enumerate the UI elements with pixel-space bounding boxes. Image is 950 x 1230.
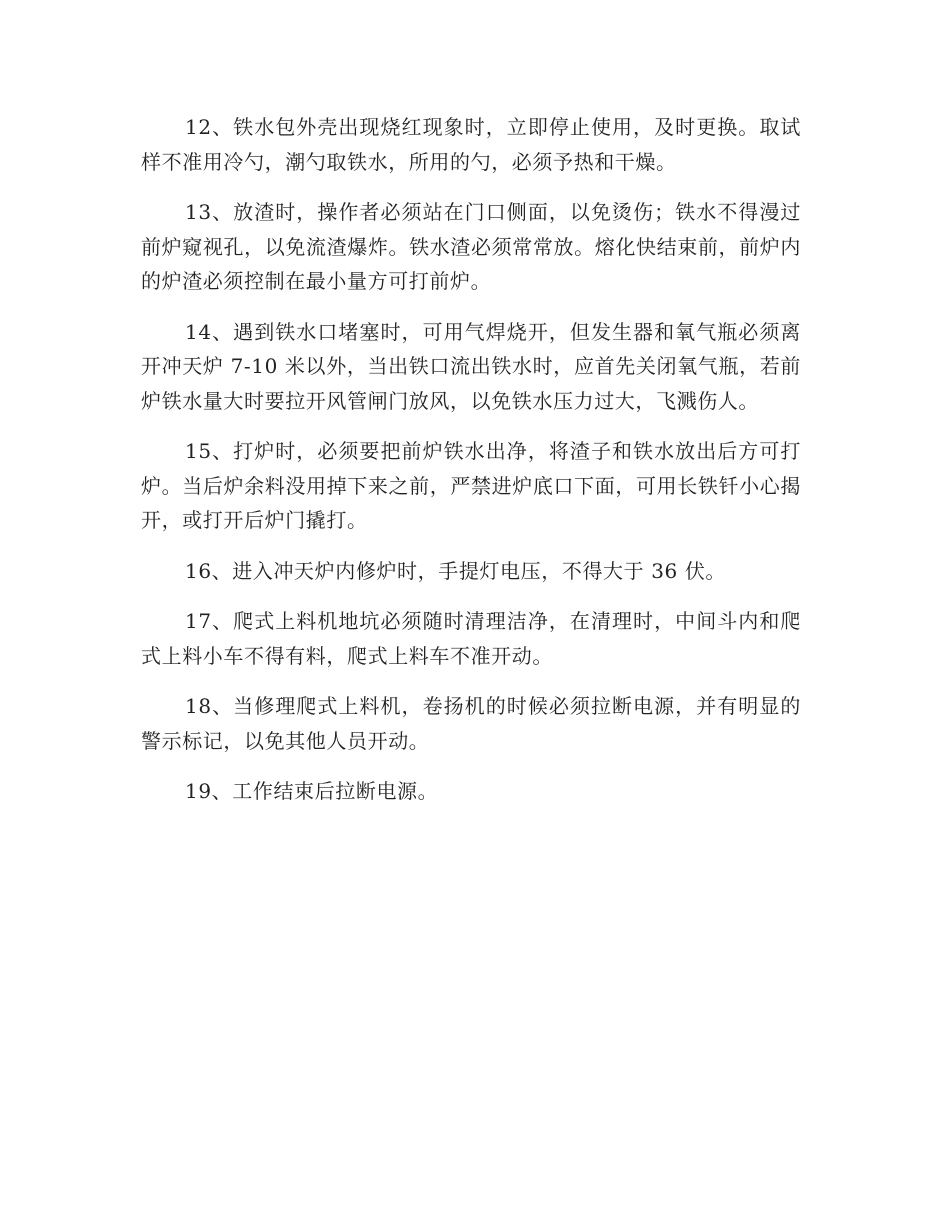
paragraph-17: 17、爬式上料机地坑必须随时清理洁净，在清理时，中间斗内和爬式上料小车不得有料，爬式上料车不准开动。 [141,609,801,668]
paragraph-18: 18、当修理爬式上料机，卷扬机的时候必须拉断电源，并有明显的警示标记，以免其他人员开动。 [141,694,801,753]
paragraph-19: 19、工作结束后拉断电源。 [185,779,439,803]
document-body [141,110,801,825]
paragraph-15: 15、打炉时，必须要把前炉铁水出净，将渣子和铁水放出后方可打炉。当后炉余料没用掉下来之前，严禁进炉底口下面，可用长铁钎小心揭开，或打开后炉门撬打。 [141,439,801,532]
paragraph-13: 13、放渣时，操作者必须站在门口侧面，以免烫伤；铁水不得漫过前炉窥视孔，以免流渣爆炸。铁水渣必须常常放。熔化快结束前，前炉内的炉渣必须控制在最小量方可打前炉。 [141,200,801,293]
paragraph-12: 12、铁水包外壳出现烧红现象时，立即停止使用，及时更换。取试样不准用冷勺，潮勺取铁水，所用的勺，必须予热和干燥。 [141,115,801,174]
paragraph-14: 14、遇到铁水口堵塞时，可用气焊烧开，但发生器和氧气瓶必须离开冲天炉 7-10 米以外，当出铁口流出铁水时，应首先关闭氧气瓶，若前炉铁水量大时要拉开风管闸门放风，以免铁水压力过大，飞溅伤人。 [141,319,801,413]
paragraph-16: 16、进入冲天炉内修炉时，手提灯电压，不得大于 36 伏。 [185,558,727,583]
